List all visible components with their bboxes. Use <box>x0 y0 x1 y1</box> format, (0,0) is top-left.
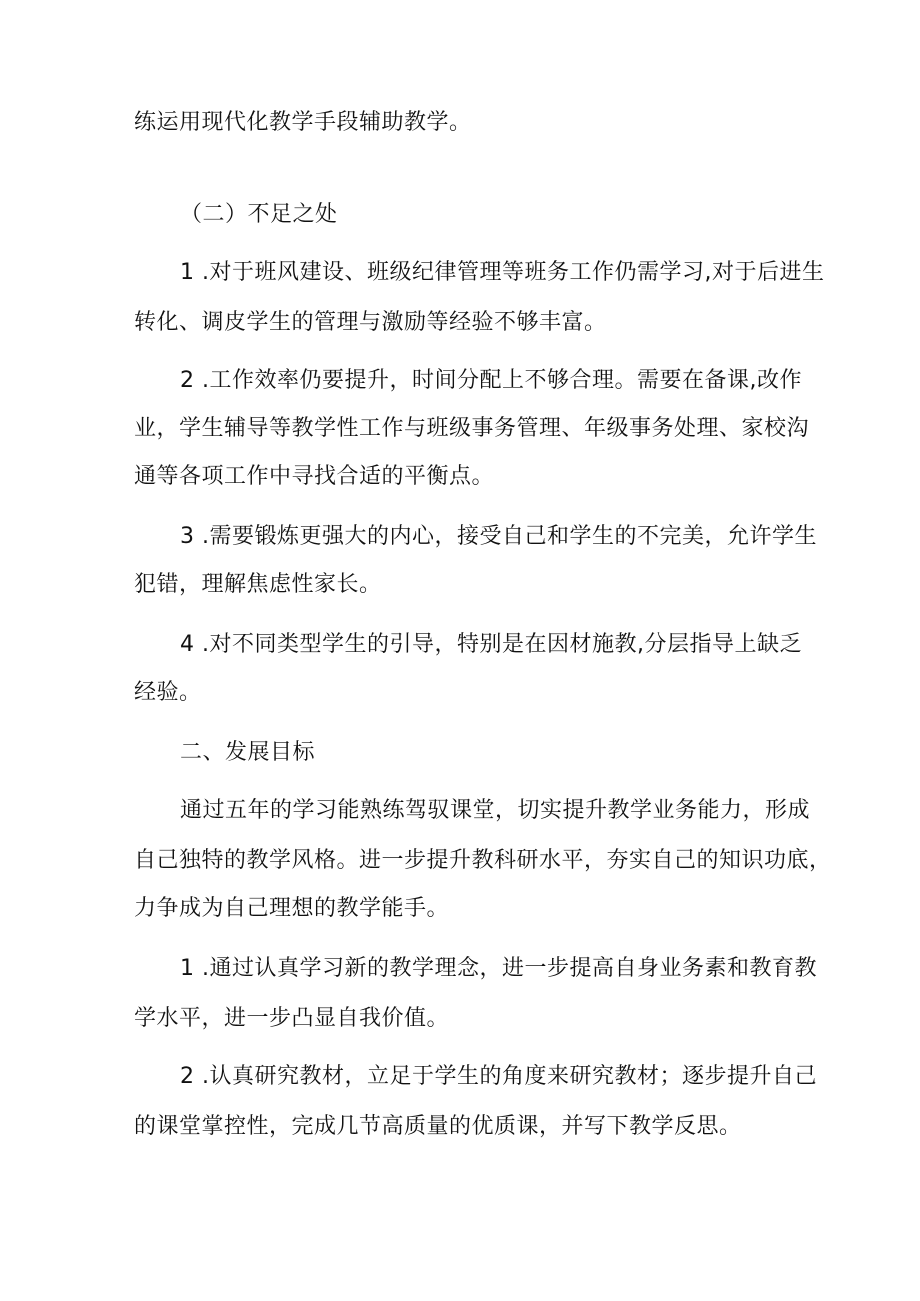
paragraph-line: 2 .工作效率仍要提升，时间分配上不够合理。需要在备课,改作 <box>180 368 802 393</box>
section-heading: （二）不足之处 <box>180 202 338 227</box>
paragraph-line: 通等各项工作中寻找合适的平衡点。 <box>134 464 495 489</box>
paragraph-line: 经验。 <box>134 680 202 705</box>
paragraph-line: 2 .认真研究教材，立足于学生的角度来研究教材；逐步提升自己 <box>180 1064 817 1089</box>
paragraph-line: 1 .通过认真学习新的教学理念，进一步提高自身业务素和教育教 <box>180 956 817 981</box>
paragraph-line: 自己独特的教学风格。进一步提升教科研水平，夯实自己的知识功底， <box>134 848 832 873</box>
paragraph-line: 3 .需要锻炼更强大的内心，接受自己和学生的不完美，允许学生 <box>180 524 817 549</box>
paragraph-line: 1 .对于班风建设、班级纪律管理等班务工作仍需学习,对于后进生 <box>180 260 825 285</box>
paragraph-line: 的课堂掌控性，完成几节高质量的优质课，并写下教学反思。 <box>134 1114 742 1139</box>
paragraph-line: 转化、调皮学生的管理与激励等经验不够丰富。 <box>134 310 607 335</box>
paragraph-line: 练运用现代化教学手段辅助教学。 <box>134 110 472 135</box>
section-heading: 二、发展目标 <box>180 740 316 765</box>
paragraph-line: 犯错，理解焦虑性家长。 <box>134 572 382 597</box>
paragraph-line: 4 .对不同类型学生的引导，特别是在因材施教,分层指导上缺乏 <box>180 632 802 657</box>
paragraph-line: 通过五年的学习能熟练驾驭课堂，切实提升教学业务能力，形成 <box>180 798 811 823</box>
paragraph-line: 业，学生辅导等教学性工作与班级事务管理、年级事务处理、家校沟 <box>134 416 810 441</box>
paragraph-line: 力争成为自己理想的教学能手。 <box>134 896 450 921</box>
paragraph-line: 学水平，进一步凸显自我价值。 <box>134 1006 450 1031</box>
